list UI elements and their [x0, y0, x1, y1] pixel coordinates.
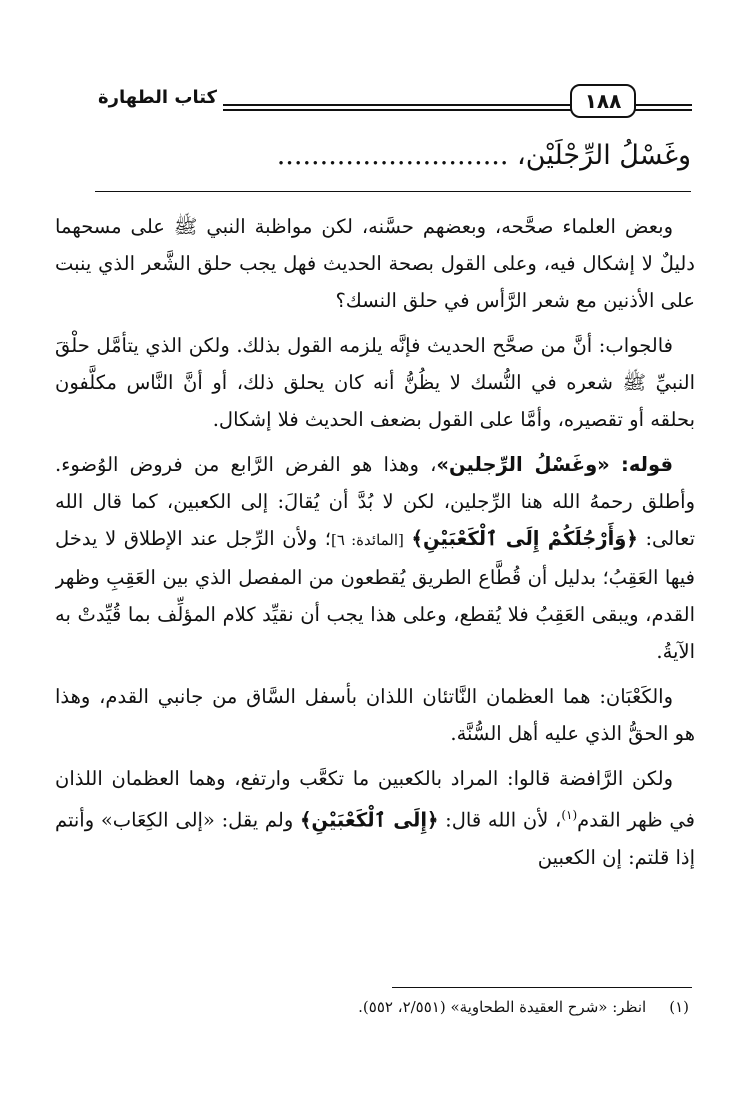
quran-verse-2: ﴿إِلَى ٱلْكَعْبَيْنِ﴾ [299, 808, 439, 832]
paragraph-3-text-a: ، وهذا هو الفرض الرَّابع من فروض الوُضوء. وأطلق رحمهُ الله هنا الرِّجلين، لكن لا بُدَّ أن يُقالَ: إلى الكعبين، كما قال الله تعالى: [55, 453, 695, 550]
paragraph-3 [55, 446, 695, 670]
footnote-divider [392, 987, 692, 988]
matn-dots: ........................... [276, 140, 509, 171]
matn-text: وغَسْلُ الرِّجْلَيْن، [517, 140, 691, 171]
qawluhu-label: قوله: [621, 453, 673, 476]
footnote [49, 994, 689, 1020]
paragraph-2: فالجواب: أنَّ من صحَّح الحديث فإنَّه يلزمه القول بذلك. ولكن الذي يتأمَّل حلْقَ النبيِّ ﷺ شعره في النُّسك لا يظُنُّ أنه كان يحلق ذلك، أو أنَّ النَّاس مكلَّفون بحلقه أو تقصيره، وأمَّا على القول بضعف الحديث فلا إشكال. [55, 334, 695, 431]
page-number: ١٨٨ [570, 84, 636, 118]
matn-line [91, 136, 691, 176]
footnote-text: انظر: «شرح العقيدة الطحاوية» (٢/٥٥١، ٥٥٢). [358, 998, 647, 1016]
footnote-number: (١) [669, 998, 689, 1016]
paragraph-5 [55, 760, 695, 876]
paragraph-1: وبعض العلماء صحَّحه، وبعضهم حسَّنه، لكن مواظبة النبي ﷺ على مسحهما دليلٌ لا إشكال فيه، وعلى القول بصحة الحديث فهل يجب حلق الشَّعر الذي ينبت على الأذنين مع شعر الرَّأس في حلق النسك؟ [55, 215, 695, 312]
page-header [92, 84, 692, 118]
commentary-body [55, 208, 695, 978]
verse-reference: [المائدة: ٦] [330, 531, 404, 549]
quran-verse: ﴿وَأَرْجُلَكُمْ إِلَى ٱلْكَعْبَيْنِ﴾ [411, 527, 638, 550]
footnote-marker: (١) [561, 808, 578, 822]
matn-divider [95, 191, 691, 192]
book-title: كتاب الطهارة [92, 84, 223, 112]
quoted-matn: «وغَسْلُ الرِّجلين» [436, 453, 610, 476]
paragraph-5-text-c: ولم يقل: «إلى الكِعَاب» وأنتم إذا قلتم: إن الكعبين [55, 808, 695, 869]
paragraph-4: والكَعْبَان: هما العظمان النَّاتئان اللذان بأسفل السَّاق من جانبي القدم، وهذا هو الحقُّ الذي عليه أهل السُّنَّة. [55, 685, 695, 745]
paragraph-5-text-b: ، لأن الله قال: [445, 808, 562, 832]
paragraph-5-text-a: ولكن الرَّافضة قالوا: المراد بالكعبين ما تكعَّب وارتفع، وهما العظمان اللذان في ظهر القدم [55, 767, 695, 832]
paragraph-3-text-b: ؛ ولأن الرِّجل عند الإطلاق لا يدخل فيها العَقِبُ؛ بدليل أن قُطَّاع الطريق يُقطعون من المفصل الذي بين العَقِبِ وظهر القدم، ويبقى العَقِبُ فلا يُقطع، وعلى هذا يجب أن نقيِّد كلام المؤلِّف بما قُيِّدتْ به الآيةُ. [55, 527, 695, 663]
